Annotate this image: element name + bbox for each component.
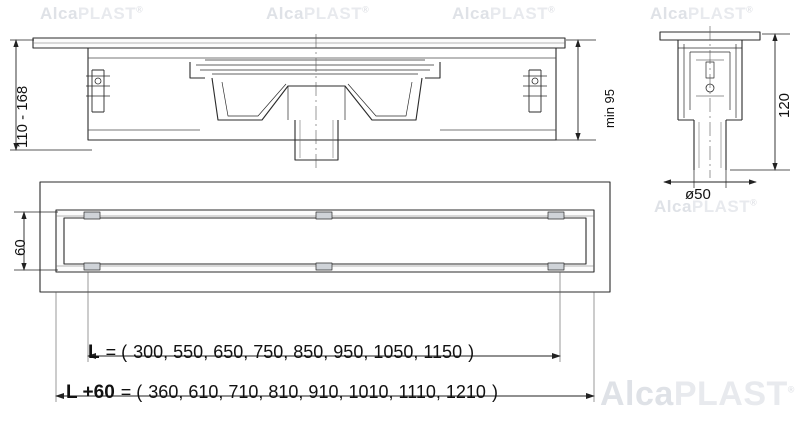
watermark-logo: AlcaPLAST® xyxy=(452,4,556,23)
dimension-grate-width: 60 xyxy=(12,239,29,256)
length-equals: = ( xyxy=(105,342,128,362)
dimension-outlet-diameter: ø50 xyxy=(685,186,711,203)
watermark-logo: AlcaPLAST® xyxy=(654,197,758,216)
length-symbol: L xyxy=(88,342,100,363)
length-plus-equals: = ( xyxy=(120,382,143,402)
length-plus-close: ) xyxy=(491,382,498,402)
watermark-logo: AlcaPLAST® xyxy=(266,4,370,23)
length-plus-symbol: L +60 xyxy=(66,382,115,403)
length-values: 300, 550, 650, 750, 850, 950, 1050, 1150 xyxy=(133,342,463,362)
dimension-height-range: 110 - 168 xyxy=(14,85,31,148)
watermark-logo: AlcaPLAST® xyxy=(650,4,754,23)
length-plus-label-row xyxy=(66,382,498,404)
length-plus-values: 360, 610, 710, 810, 910, 1010, 1110, 1210 xyxy=(148,382,486,402)
dimension-side-height: 120 xyxy=(776,92,793,118)
length-label-row xyxy=(88,342,474,364)
length-close: ) xyxy=(468,342,475,362)
dimension-min-height: min 95 xyxy=(602,88,617,128)
watermark-logo: AlcaPLAST® xyxy=(40,4,144,23)
watermark-logo-large: AlcaPLAST® xyxy=(600,375,795,413)
